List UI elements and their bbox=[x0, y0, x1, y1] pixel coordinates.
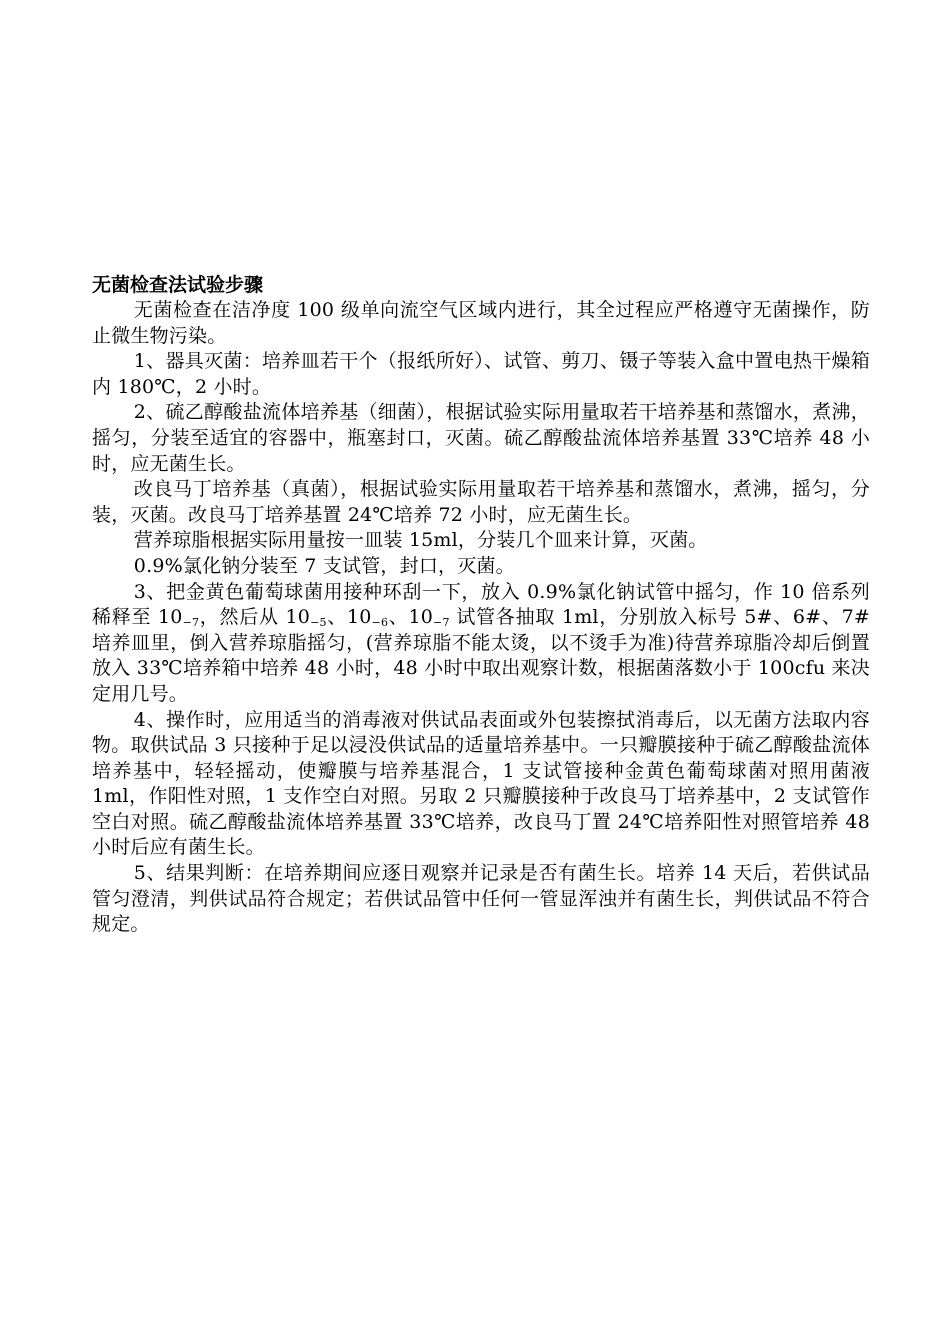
exponent-4: −7 bbox=[433, 616, 450, 630]
step-3-text-5: 试管各抽取 1ml，分别放入标号 5#、6#、7#培养皿里，倒入营养琼脂摇匀，(营养琼脂不能太烫，以不烫手为准)待营养琼脂冷却后倒置放入 33℃培养箱中培养 48 小时，48 小时中取出观察计数，根据菌落数小于 100cfu 来决定用几号。 bbox=[92, 606, 870, 705]
step-4-paragraph: 4、操作时，应用适当的消毒液对供试品表面或外包装擦拭消毒后，以无菌方法取内容物。取供试品 3 只接种于足以浸没供试品的适量培养基中。一只瓣膜接种于硫乙醇酸盐流体培养基中，轻轻摇动，使瓣膜与培养基混合，1 支试管接种金黄色葡萄球菌对照用菌液 1ml，作阳性对照，1 支作空白对照。另取 2 只瓣膜接种于改良马丁培养基中，2 支试管作空白对照。硫乙醇酸盐流体培养基置 33℃培养，改良马丁置 24℃培养阳性对照管培养 48 小时后应有菌生长。 bbox=[92, 708, 870, 859]
step-3-text-4: 、10 bbox=[388, 606, 434, 629]
step-2-paragraph: 2、硫乙醇酸盐流体培养基（细菌），根据试验实际用量取若干培养基和蒸馏水，煮沸，摇匀，分装至适宜的容器中，瓶塞封口，灭菌。硫乙醇酸盐流体培养基置 33℃培养 48 小时，应无菌生长。 bbox=[92, 401, 870, 475]
document-body bbox=[92, 272, 870, 938]
step-3-text-3: 、10 bbox=[326, 606, 372, 629]
step-5-paragraph: 5、结果判断：在培养期间应逐日观察并记录是否有菌生长。培养 14 天后，若供试品管匀澄清，判供试品符合规定；若供试品管中任何一管显浑浊并有菌生长，判供试品不符合规定。 bbox=[92, 862, 870, 936]
step-1-paragraph: 1、器具灭菌：培养皿若干个（报纸所好）、试管、剪刀、镊子等装入盒中置电热干燥箱内 180℃，2 小时。 bbox=[92, 350, 870, 398]
step-2-agar-paragraph: 营养琼脂根据实际用量按一皿装 15ml，分装几个皿来计算，灭菌。 bbox=[133, 529, 708, 552]
step-3-text-1: 3、把金黄色葡萄球菌用接种环刮一下，放入 0.9%氯化钠试管中摇匀，作 10 倍系列稀释至 10 bbox=[92, 580, 870, 629]
exponent-3: −6 bbox=[371, 616, 389, 630]
document-title: 无菌检查法试验步骤 bbox=[92, 274, 264, 296]
exponent-2: −5 bbox=[310, 616, 327, 630]
step-2-saline-paragraph: 0.9%氯化钠分装至 7 支试管，封口，灭菌。 bbox=[133, 554, 515, 577]
step-2-martin-paragraph: 改良马丁培养基（真菌），根据试验实际用量取若干培养基和蒸馏水，煮沸，摇匀，分装，灭菌。改良马丁培养基置 24℃培养 72 小时，应无菌生长。 bbox=[92, 478, 870, 526]
step-3-text-2: ，然后从 10 bbox=[199, 606, 311, 629]
intro-paragraph: 无菌检查在洁净度 100 级单向流空气区域内进行，其全过程应严格遵守无菌操作，防止微生物污染。 bbox=[92, 299, 870, 347]
exponent-1: −7 bbox=[182, 616, 200, 630]
step-3-paragraph bbox=[92, 580, 870, 708]
